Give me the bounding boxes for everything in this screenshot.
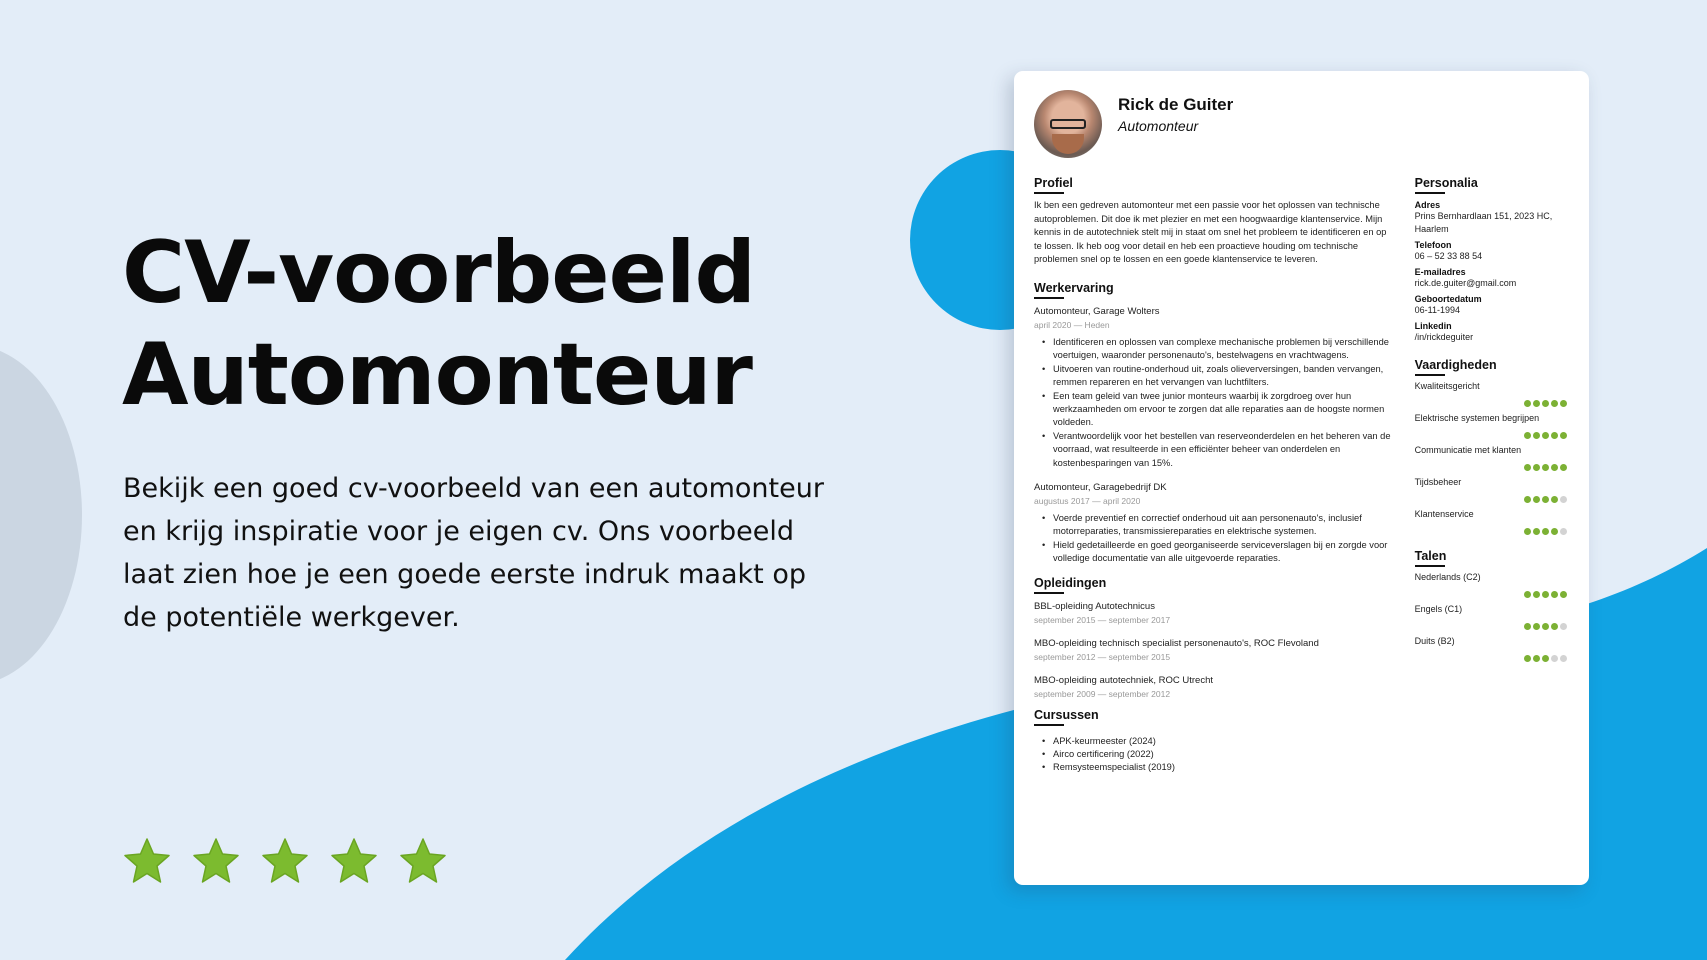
personal-label: E-mailadres <box>1414 267 1466 277</box>
personal-label: Telefoon <box>1414 240 1452 250</box>
filled-dot-icon <box>1533 400 1540 407</box>
rating-dots <box>1415 655 1569 662</box>
job-title: Automonteur, Garagebedrijf DK <box>1034 482 1167 494</box>
empty-dot-icon <box>1560 623 1567 630</box>
filled-dot-icon <box>1542 464 1549 471</box>
cv-side-column <box>1415 174 1569 787</box>
education-title: MBO-opleiding autotechniek, ROC Utrecht <box>1034 674 1213 686</box>
education-date: september 2009 — september 2012 <box>1034 688 1171 699</box>
filled-dot-icon <box>1551 464 1558 471</box>
section-heading: Cursussen <box>1034 708 1099 726</box>
profile-section <box>1034 174 1393 267</box>
filled-dot-icon <box>1560 464 1567 471</box>
title-line-1: CV-voorbeeld <box>122 223 755 323</box>
skill-item-name: Klantenservice <box>1414 509 1474 519</box>
filled-dot-icon <box>1524 464 1531 471</box>
filled-dot-icon <box>1551 528 1558 535</box>
education-date: september 2015 — september 2017 <box>1034 614 1171 625</box>
filled-dot-icon <box>1524 400 1531 407</box>
section-heading: Profiel <box>1034 176 1073 194</box>
rating-dots <box>1415 496 1569 503</box>
rating-dots <box>1415 623 1569 630</box>
cv-header <box>1034 90 1569 158</box>
hero-description: Bekijk een goed cv-voorbeeld van een automonteur en krijg inspiratie voor je eigen cv. Ons voorbeeld laat zien hoe je een goede eerste indruk maakt op de potentiële werkgever. <box>123 473 824 633</box>
filled-dot-icon <box>1542 528 1549 535</box>
education-title: MBO-opleiding technisch specialist personenauto's, ROC Flevoland <box>1034 637 1319 649</box>
star-icon <box>122 836 172 886</box>
skill-item <box>1415 413 1569 439</box>
filled-dot-icon <box>1542 400 1549 407</box>
job-date: april 2020 — Heden <box>1034 319 1110 330</box>
filled-dot-icon <box>1533 591 1540 598</box>
profile-text: Ik ben een gedreven automonteur met een passie voor het oplossen van technische autoproblemen. Dit doe ik met plezier en met een hoogwaardige klantenservice. Mijn kennis in de autotechniek stelt mij in staat om snel het probleem te identificeren en op te lossen. Ik heb oog voor detail en heb een proactieve houding om technische problemen snel op te lossen en een goede klantenservice te leveren. <box>1034 200 1387 265</box>
filled-dot-icon <box>1524 591 1531 598</box>
course-item: • Remsysteemspecialist (2019) <box>1042 761 1393 774</box>
rating-dots <box>1415 400 1569 407</box>
language-item <box>1415 604 1569 630</box>
filled-dot-icon <box>1524 655 1531 662</box>
language-item <box>1415 636 1569 662</box>
filled-dot-icon <box>1524 432 1531 439</box>
bullet-item: • Een team geleid van twee junior monteurs waarbij ik zorgdroeg over hun werkzaamheden om ervoor te zorgen dat alle reparaties aan de hoogste normen voldeden. <box>1042 390 1393 430</box>
education-section <box>1034 574 1393 699</box>
cv-main-column <box>1034 174 1393 787</box>
filled-dot-icon <box>1533 528 1540 535</box>
language-item-name: Nederlands (C2) <box>1414 572 1481 582</box>
filled-dot-icon <box>1551 591 1558 598</box>
languages-section <box>1415 547 1569 662</box>
empty-dot-icon <box>1551 655 1558 662</box>
language-item-name: Duits (B2) <box>1414 636 1455 646</box>
filled-dot-icon <box>1542 496 1549 503</box>
star-icon <box>398 836 448 886</box>
education-title: BBL-opleiding Autotechnicus <box>1034 600 1155 612</box>
filled-dot-icon <box>1560 591 1567 598</box>
filled-dot-icon <box>1533 623 1540 630</box>
personal-label: Adres <box>1414 200 1441 210</box>
job-title: Automonteur, Garage Wolters <box>1034 305 1160 317</box>
star-rating <box>122 836 448 886</box>
bullet-item: • Uitvoeren van routine-onderhoud uit, zoals olieverversingen, banden vervangen, remmen repareren en het vervangen van luchtfilters. <box>1042 363 1393 390</box>
section-heading: Talen <box>1415 549 1447 567</box>
filled-dot-icon <box>1524 623 1531 630</box>
rating-dots <box>1415 591 1569 598</box>
empty-dot-icon <box>1560 496 1567 503</box>
skill-item <box>1415 477 1569 503</box>
star-icon <box>191 836 241 886</box>
personal-label: Linkedin <box>1414 321 1452 331</box>
personal-value: /in/rickdeguiter <box>1414 332 1474 342</box>
job-bullets <box>1034 512 1393 566</box>
filled-dot-icon <box>1533 432 1540 439</box>
filled-dot-icon <box>1542 623 1549 630</box>
language-item-name: Engels (C1) <box>1414 604 1463 614</box>
title-line-2: Automonteur <box>122 325 752 425</box>
cv-role: Automonteur <box>1118 118 1199 134</box>
experience-section <box>1034 279 1393 566</box>
skill-item-name: Communicatie met klanten <box>1414 445 1522 455</box>
education-entry <box>1034 601 1393 625</box>
filled-dot-icon <box>1542 591 1549 598</box>
bullet-item: • Identificeren en oplossen van complexe mechanische problemen bij verschillende voertuigen, waaronder personenauto's, bestelwagens en vrachtwagens. <box>1042 336 1393 363</box>
personal-label: Geboortedatum <box>1414 294 1482 304</box>
section-heading: Vaardigheden <box>1415 358 1497 376</box>
filled-dot-icon <box>1542 655 1549 662</box>
avatar <box>1034 90 1102 158</box>
filled-dot-icon <box>1524 496 1531 503</box>
filled-dot-icon <box>1533 655 1540 662</box>
skill-item <box>1415 381 1569 407</box>
personal-value: 06 – 52 33 88 54 <box>1414 251 1483 261</box>
bullet-item: • Hield gedetailleerde en goed georganiseerde serviceverslagen bij en zorgde voor volledige documentatie van alle uitgevoerde reparaties. <box>1042 539 1393 566</box>
section-heading: Personalia <box>1415 176 1478 194</box>
personal-value: 06-11-1994 <box>1414 305 1460 315</box>
rating-dots <box>1415 528 1569 535</box>
personal-value: rick.de.guiter@gmail.com <box>1414 278 1517 288</box>
job-date: augustus 2017 — april 2020 <box>1034 496 1141 507</box>
language-item <box>1415 572 1569 598</box>
bullet-item: • Verantwoordelijk voor het bestellen van reserveonderdelen en het beheren van de voorraad, wat resulteerde in een efficiënter beheer van onderdelen en kostenbesparingen van 15%. <box>1042 430 1393 470</box>
education-entry <box>1034 638 1393 662</box>
skill-item-name: Kwaliteitsgericht <box>1414 381 1480 391</box>
page-title <box>122 222 755 426</box>
filled-dot-icon <box>1560 400 1567 407</box>
empty-dot-icon <box>1560 528 1567 535</box>
skill-item-name: Elektrische systemen begrijpen <box>1414 413 1540 423</box>
section-heading: Opleidingen <box>1034 576 1106 594</box>
filled-dot-icon <box>1524 528 1531 535</box>
filled-dot-icon <box>1551 432 1558 439</box>
job-bullets <box>1034 336 1393 470</box>
education-entry <box>1034 675 1393 699</box>
filled-dot-icon <box>1560 432 1567 439</box>
filled-dot-icon <box>1551 496 1558 503</box>
job-entry <box>1034 482 1393 566</box>
education-date: september 2012 — september 2015 <box>1034 651 1171 662</box>
skills-section <box>1415 356 1569 535</box>
filled-dot-icon <box>1551 400 1558 407</box>
cv-document <box>1014 71 1589 885</box>
personal-section <box>1415 174 1569 344</box>
job-entry <box>1034 306 1393 470</box>
bullet-item: • Voerde preventief en correctief onderhoud uit aan personenauto's, inclusief motorreparaties, transmissiereparaties en elektrische systemen. <box>1042 512 1393 539</box>
empty-dot-icon <box>1560 655 1567 662</box>
filled-dot-icon <box>1533 496 1540 503</box>
filled-dot-icon <box>1542 432 1549 439</box>
skill-item-name: Tijdsbeheer <box>1414 477 1462 487</box>
rating-dots <box>1415 464 1569 471</box>
star-icon <box>260 836 310 886</box>
filled-dot-icon <box>1533 464 1540 471</box>
personal-value: Prins Bernhardlaan 151, 2023 HC, Haarlem <box>1414 211 1553 234</box>
cv-name: Rick de Guiter <box>1118 95 1234 114</box>
course-item: • APK-keurmeester (2024) <box>1042 735 1393 748</box>
skill-item <box>1415 509 1569 535</box>
course-item: • Airco certificering (2022) <box>1042 748 1393 761</box>
star-icon <box>329 836 379 886</box>
filled-dot-icon <box>1551 623 1558 630</box>
skill-item <box>1415 445 1569 471</box>
courses-section <box>1034 706 1393 775</box>
rating-dots <box>1415 432 1569 439</box>
section-heading: Werkervaring <box>1034 281 1114 299</box>
